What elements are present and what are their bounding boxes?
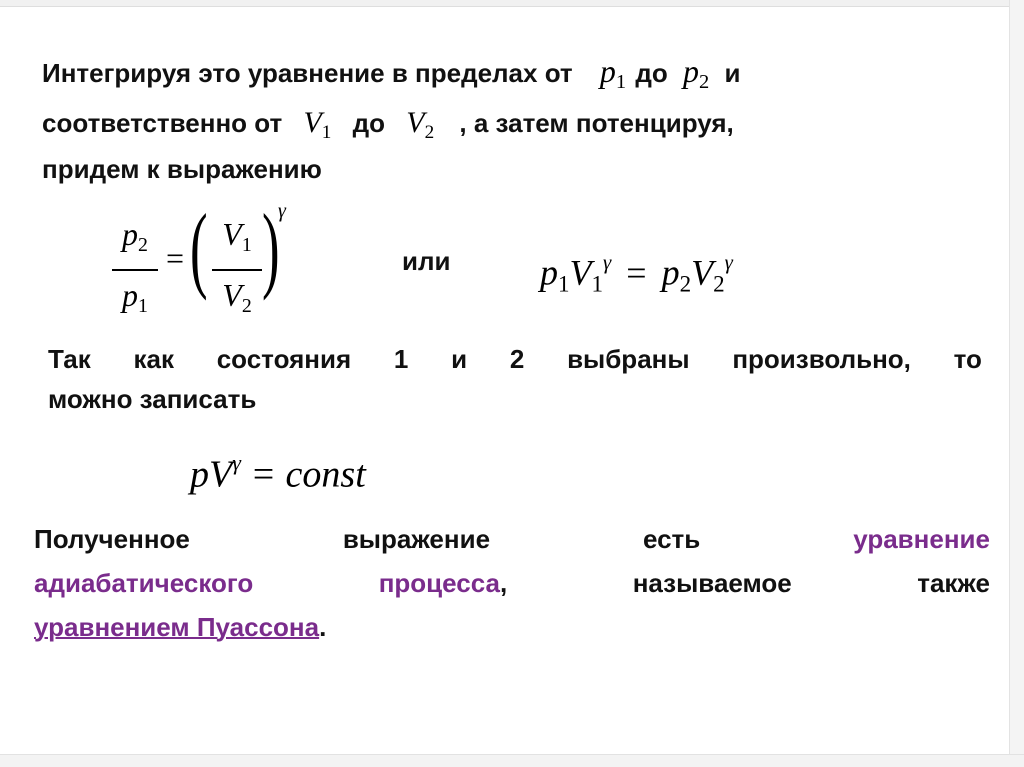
para3-line1 [34, 524, 990, 554]
word: 2 [509, 344, 525, 374]
math-v2: $V_2$ [406, 106, 435, 143]
frac-numerator: $V_1$ [222, 216, 252, 256]
math-p2: $p_2$ [683, 53, 710, 94]
word-and: и [724, 58, 741, 88]
formula-pv-gamma-const: $pV^\gamma$ = const [190, 450, 366, 496]
link-equation[interactable]: уравнение [853, 524, 990, 554]
para1-line1 [42, 53, 741, 97]
exponent-gamma: γ [278, 200, 286, 222]
link-poisson-equation[interactable]: уравнением Пуассона [34, 612, 320, 642]
word: состояния [216, 344, 352, 374]
math-p1: $p_1$ [599, 53, 627, 94]
para1-line2 [42, 108, 734, 148]
word: выражение [342, 524, 491, 554]
frac-denominator: $p_1$ [122, 276, 148, 317]
para1-line2-text: соответственно от [42, 108, 283, 138]
para3-line2 [34, 568, 990, 598]
para3-line3 [34, 612, 326, 642]
comma: , [499, 568, 508, 598]
para1-line2-tail: , а затем потенцируя, [459, 108, 734, 138]
left-paren: ( [190, 194, 208, 301]
word-do: до [352, 108, 386, 138]
word-do: до [635, 58, 668, 88]
word: есть [642, 524, 701, 554]
slide-frame-right [1009, 0, 1024, 767]
word: и [451, 344, 468, 374]
equals-sign: = [165, 240, 185, 276]
word: выбраны [567, 344, 690, 374]
fraction-v1-over-v2 [212, 214, 262, 325]
link-adiabatic[interactable]: адиабатического [34, 568, 254, 598]
right-paren: ) [262, 194, 280, 301]
math-v1: $V_1$ [303, 106, 332, 143]
para1-line1-text: Интегрируя это уравнение в пределах от [42, 58, 573, 88]
formula-p1v1-eq-p2v2: $p_1V_1^\gamma = p_2V_2^\gamma$ [540, 250, 733, 297]
frac-numerator: $p_2$ [122, 216, 148, 256]
word: то [953, 344, 982, 374]
word: Полученное [34, 524, 190, 554]
word-or: или [402, 246, 451, 276]
word: 1 [393, 344, 409, 374]
link-process[interactable]: процесса [378, 568, 500, 598]
para2-line2: можно записать [48, 384, 257, 414]
word: Так [48, 344, 91, 374]
word: как [133, 344, 174, 374]
para1-line3 [42, 154, 322, 184]
slide [0, 6, 1010, 754]
frac-bar [112, 269, 158, 271]
word: также [917, 568, 990, 598]
frac-bar [212, 269, 262, 271]
word: произвольно, [732, 344, 911, 374]
slide-frame-bottom [0, 754, 1024, 767]
word: называемое [632, 568, 792, 598]
fraction-p2-over-p1 [112, 214, 158, 325]
para2-line1 [48, 344, 982, 374]
period: . [319, 612, 327, 642]
frac-denominator: $V_2$ [222, 276, 252, 317]
para1-line3-text: придем к выражению [42, 154, 322, 184]
